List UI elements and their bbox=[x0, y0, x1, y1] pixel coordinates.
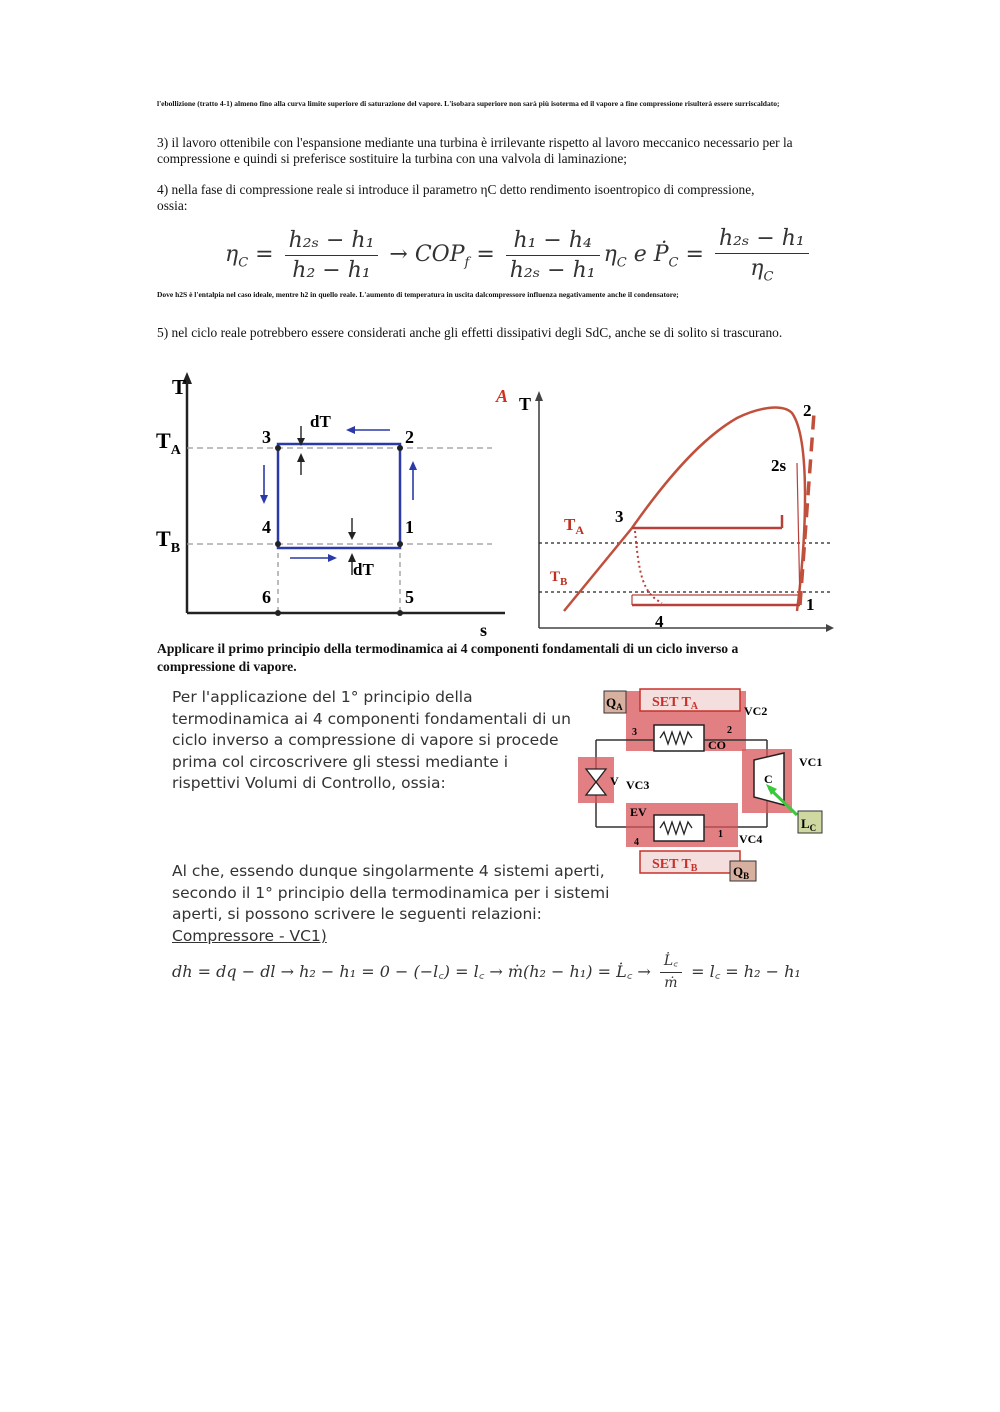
right-tb-label: $T_B$ bbox=[550, 569, 568, 588]
vc4-label: VC4 bbox=[739, 832, 763, 846]
h2s-note: Dove h2S è l'entalpia nel caso ideale, mentre h2 in quello reale. L'aumento di temperatura in uscita dalcompressore influenza negativamente anche il condensatore; bbox=[157, 290, 679, 299]
qb-label: $Q_B$ bbox=[733, 864, 750, 881]
right-axis-t: T bbox=[519, 394, 532, 414]
section-heading: Applicare il primo principio della termodinamica ai 4 componenti fondamentali di un ciclo inverso a compressione di vapore. bbox=[157, 641, 739, 674]
left-point-2: 2 bbox=[405, 427, 414, 447]
set-ta-label: SET $T_A$ bbox=[652, 695, 699, 712]
right-point-4: 4 bbox=[655, 612, 664, 631]
vapor-compression-circuit bbox=[572, 685, 832, 885]
right-corner-label: A bbox=[496, 386, 509, 406]
left-point-3: 3 bbox=[262, 427, 271, 447]
left-point-1: 1 bbox=[405, 517, 414, 537]
left-axis-s: s bbox=[480, 620, 488, 638]
vc2-label: VC2 bbox=[744, 704, 768, 718]
left-point-6: 6 bbox=[262, 587, 271, 607]
item-5-text: 5) nel ciclo reale potrebbero essere considerati anche gli effetti dissipativi degli SdC, anche se di solito si trascurano. bbox=[157, 325, 783, 340]
left-point-5: 5 bbox=[405, 587, 414, 607]
compressor-label: C bbox=[764, 772, 773, 786]
lc-label: $L_C$ bbox=[801, 816, 817, 833]
left-ta-label: $T_A$ bbox=[156, 428, 181, 458]
efficiency-formula: $\eta_C$ = $\frac{\text{h₂ₛ − h₁}}{\text{h₂ − h₁}}$ → $COP_f$ = $\frac{\text{h₁ − h₄}}{\text{h₂ₛ − h₁}}$ $\eta_C$ e Ṗ$_C$ = $\frac{\text{h₂ₛ − h₁}}{\eta_C}$ bbox=[225, 226, 785, 288]
set-tb-label: SET $T_B$ bbox=[652, 857, 698, 874]
intro-text: Per l'applicazione del 1° principio della termodinamica ai 4 componenti fondamentali di un ciclo inverso a compressione di vapore si procede prima col circoscrivere gli stessi mediante i rispettivi Volumi di Controllo, ossia: bbox=[172, 688, 571, 792]
node-2: 2 bbox=[727, 725, 732, 736]
qa-label: $Q_A$ bbox=[606, 695, 623, 712]
compressor-title: Compressore - VC1) bbox=[172, 927, 327, 945]
top-paragraph: l'ebollizione (tratto 4-1) almeno fino alla curva limite superiore di saturazione del vapore. L'isobara superiore non sarà più isoterma ed il vapore a fine compressione risulterà essere surriscaldato; bbox=[157, 99, 780, 108]
right-point-2: 2 bbox=[803, 401, 812, 420]
compressor-equation: dh = dq − dl → h₂ − h₁ = 0 − (−l꜀) = l꜀ → ṁ(h₂ − h₁) = L̇꜀ → $\frac{L̇꜀}{\text{ṁ}}$ = l꜀ = h₂ − h₁ bbox=[172, 953, 801, 991]
left-axis-t: T bbox=[172, 375, 187, 399]
carnot-ts-diagram bbox=[150, 370, 510, 638]
left-tb-label: $T_B$ bbox=[156, 526, 181, 556]
node-1: 1 bbox=[718, 829, 723, 840]
node-4: 4 bbox=[634, 837, 639, 848]
right-point-2s: 2s bbox=[771, 456, 787, 475]
ev-label: EV bbox=[630, 805, 647, 819]
left-point-4: 4 bbox=[262, 517, 271, 537]
valve-label: V bbox=[610, 774, 619, 788]
left-dt-top: dT bbox=[310, 412, 331, 431]
right-point-1: 1 bbox=[806, 595, 815, 614]
right-ta-label: $T_A$ bbox=[564, 515, 585, 537]
left-dt-bottom: dT bbox=[353, 560, 374, 579]
second-text: Al che, essendo dunque singolarmente 4 sistemi aperti, secondo il 1° principio della termodinamica per i sistemi aperti, si possono scrivere le seguenti relazioni: bbox=[172, 862, 610, 923]
item-3-text: 3) il lavoro ottenibile con l'espansione mediante una turbina è irrilevante rispetto al lavoro meccanico necessario per la compressione e quindi si preferisce sostituire la turbina con una valvola di laminazione; bbox=[157, 135, 793, 166]
vapor-ts-diagram bbox=[492, 383, 837, 635]
vc1-label: VC1 bbox=[799, 755, 823, 769]
vc3-label: VC3 bbox=[626, 778, 650, 792]
node-3: 3 bbox=[632, 727, 637, 738]
item-4-text: 4) nella fase di compressione reale si introduce il parametro ηC detto rendimento isoentropico di compressione, ossia: bbox=[157, 182, 755, 213]
right-point-3: 3 bbox=[615, 507, 624, 526]
co-label: CO bbox=[708, 738, 726, 752]
